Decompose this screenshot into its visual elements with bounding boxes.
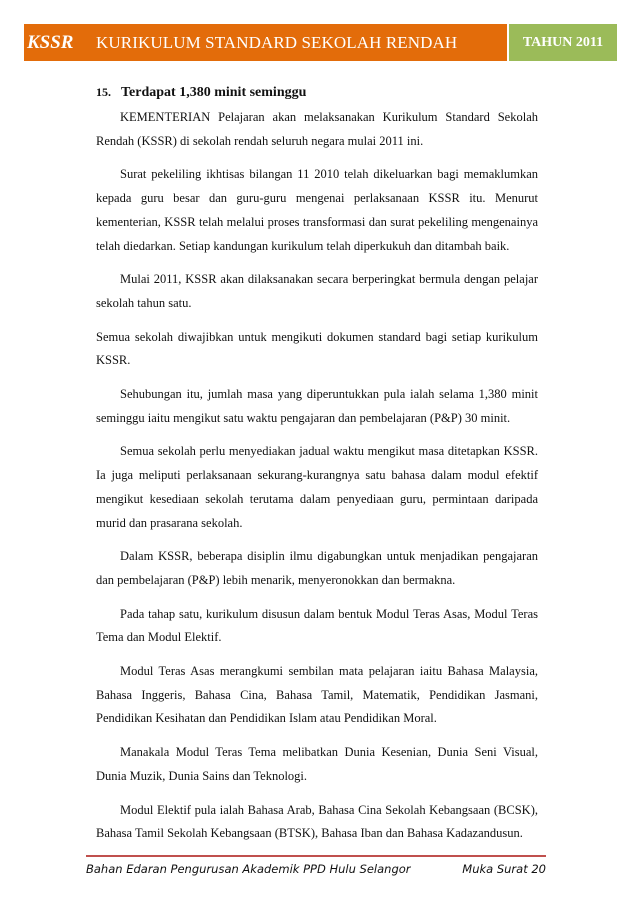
page-number: Muka Surat 20 [462, 862, 546, 876]
page-header [24, 24, 617, 61]
document-body [96, 82, 538, 856]
paragraph: Modul Teras Asas merangkumi sembilan mata pelajaran iaitu Bahasa Malaysia, Bahasa Inggeris, Bahasa Cina, Bahasa Tamil, Matematik, Pendidikan Jasmani, Pendidikan Kesihatan dan Pendidikan Islam atau Pendidikan Moral. [96, 664, 538, 726]
header-year-badge: TAHUN 2011 [507, 24, 617, 61]
paragraph: Mulai 2011, KSSR akan dilaksanakan secara berperingkat bermula dengan pelajar sekolah tahun satu. [96, 272, 538, 310]
paragraph: Pada tahap satu, kurikulum disusun dalam bentuk Modul Teras Asas, Modul Teras Tema dan Modul Elektif. [96, 606, 538, 645]
paragraph: KEMENTERIAN Pelajaran akan melaksanakan Kurikulum Standard Sekolah Rendah (KSSR) di sekolah rendah seluruh negara mulai 2011 ini. [96, 110, 538, 148]
header-title: KURIKULUM STANDARD SEKOLAH RENDAH [96, 32, 458, 52]
footer-source: Bahan Edaran Pengurusan Akademik PPD Hulu Selangor [86, 862, 411, 876]
page-footer [86, 862, 546, 876]
paragraph: Dalam KSSR, beberapa disiplin ilmu digabungkan untuk menjadikan pengajaran dan pembelajaran (P&P) lebih menarik, menyeronokkan dan bermakna. [96, 549, 538, 587]
footer-divider [86, 855, 546, 857]
section-number: 15. [96, 85, 111, 99]
header-abbreviation: KSSR [27, 31, 74, 53]
paragraph: Surat pekeliling ikhtisas bilangan 11 2010 telah dikeluarkan bagi memaklumkan kepada guru besar dan guru-guru mengenai perlaksanaan KSSR itu. Menurut kementerian, KSSR telah melalui proses transformasi dan surat pekeliling mengenainya telah diedarkan. Setiap kandungan kurikulum telah diperkukuh dan ditambah baik. [96, 167, 538, 253]
paragraph: Semua sekolah diwajibkan untuk mengikuti dokumen standard bagi setiap kurikulum KSSR. [96, 329, 538, 368]
paragraph: Semua sekolah perlu menyediakan jadual waktu mengikut masa ditetapkan KSSR. Ia juga meliputi perlaksanaan sekurang-kurangnya satu bahasa dalam modul efektif mengikut kesediaan sekolah terutama dalam penyediaan guru, permintaan daripada murid dan prasarana sekolah. [96, 444, 538, 530]
paragraph: Manakala Modul Teras Tema melibatkan Dunia Kesenian, Dunia Seni Visual, Dunia Muzik, Dunia Sains dan Teknologi. [96, 745, 538, 783]
section-heading [96, 82, 538, 103]
section-title: Terdapat 1,380 minit seminggu [121, 85, 307, 100]
paragraph: Sehubungan itu, jumlah masa yang diperuntukkan pula ialah selama 1,380 minit seminggu iaitu mengikut satu waktu pengajaran dan pembelajaran (P&P) 30 minit. [96, 387, 538, 425]
paragraph: Modul Elektif pula ialah Bahasa Arab, Bahasa Cina Sekolah Kebangsaan (BCSK), Bahasa Tamil Sekolah Kebangsaan (BTSK), Bahasa Iban dan Bahasa Kadazandusun. [96, 802, 538, 841]
